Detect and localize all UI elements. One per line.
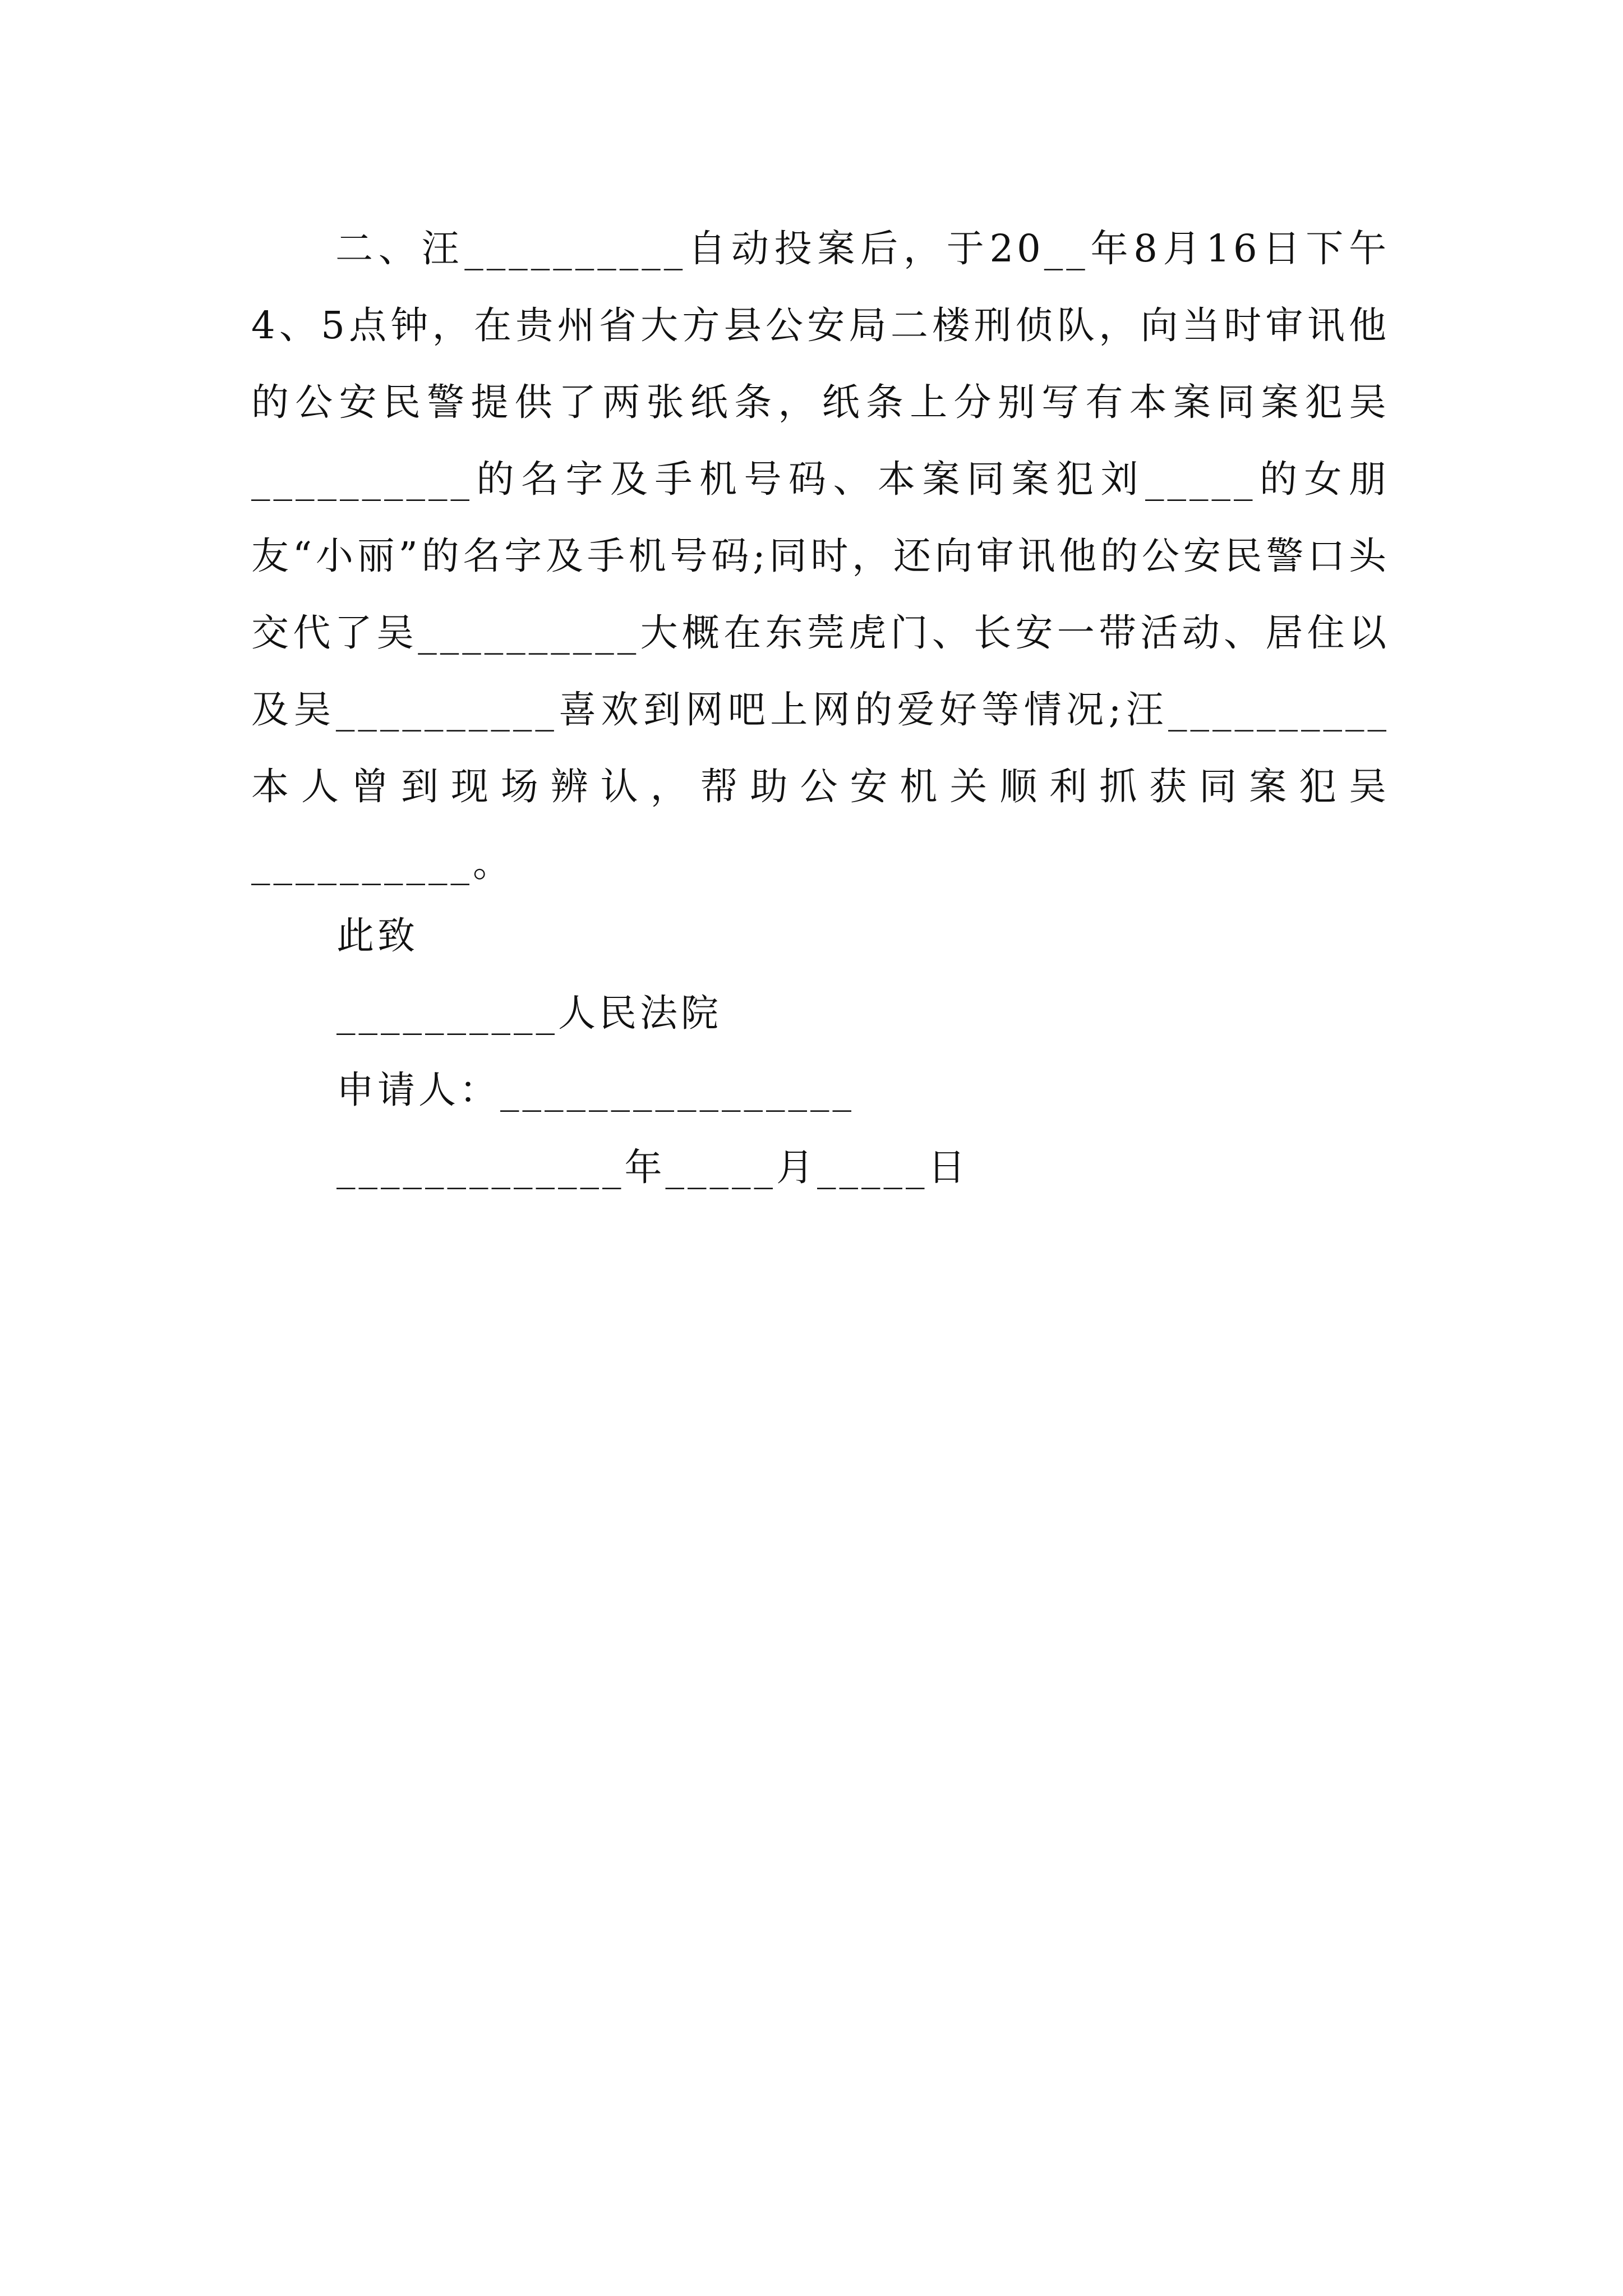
applicant-line: 申请人：________________: [336, 1068, 855, 1112]
date-line: _____________年_____月_____日: [336, 1145, 969, 1189]
court-line: __________人民法院: [336, 991, 722, 1035]
body-paragraph: 二、汪__________自动投案后，于20__年8月16日下午4、5点钟，在贵州省大方县公安局二楼刑侦队，向当时审讯他的公安民警提供了两张纸条，纸条上分别写有本案同案犯吴__________的名字及手机号码、本案同案犯刘_____的女朋友“小丽”的名字及手机号码;同时，还向审讯他的公安民警口头交代了吴__________大概在东莞虎门、长安一带活动、居住以及吴__________喜欢到网吧上网的爱好等情况;汪__________本人曾到现场辨认，帮助公安机关顺利抓获同案犯吴__________。: [251, 227, 1390, 885]
salutation-text: 此致: [336, 914, 418, 958]
